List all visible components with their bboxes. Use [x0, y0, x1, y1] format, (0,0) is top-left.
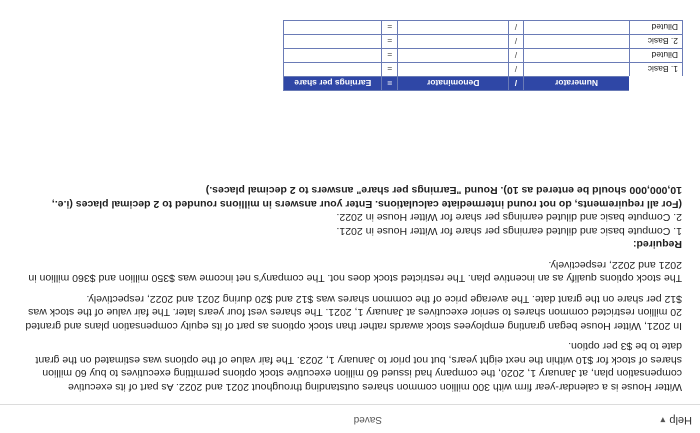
denominator-input[interactable] — [397, 63, 508, 77]
table-header-row — [284, 77, 683, 91]
rounding-note: (For all requirements, do not round intermediate calculations. Enter your answers in millions rounded to 2 decimal places (i.e., 10,000,000 should be entered as 10). Round "Earnings per share" answers to 2 decimal places.) — [51, 184, 682, 210]
requirements-list — [18, 183, 682, 237]
table-row — [284, 35, 683, 49]
top-bar — [0, 404, 700, 433]
equals-cell: = — [382, 49, 398, 63]
numerator-input[interactable] — [523, 21, 630, 35]
numerator-input[interactable] — [523, 49, 630, 63]
paragraph-3: The stock options qualify as an incentive plan. The restricted stock does not. The company's net income was $350 million and $360 million in 2021 and 2022, respectively. — [28, 259, 682, 285]
help-menu[interactable] — [660, 414, 692, 426]
required-heading: Required: — [632, 238, 682, 251]
problem-text — [18, 183, 682, 393]
header-numerator: Numerator — [523, 77, 630, 91]
requirement-2: 2. Compute basic and diluted earnings per share for Witter House in 2022. — [336, 211, 682, 224]
paragraph-2: In 2021, Witter House began granting employees stock awards rather than stock options as part of its equity compensation plans and granted 20 million restricted common shares to senior executives at January 1, 2021. The shares vest four years later. The fair value of the stock was $12 per share on the grant date. The average price of the common shares was $12 and $20 during 2021 and 2022, respectively. — [25, 293, 682, 332]
header-eps: Earnings per share — [284, 77, 382, 91]
header-slash: / — [509, 77, 523, 91]
table-row — [284, 49, 683, 63]
eps-output — [284, 49, 382, 63]
eps-answer-table — [283, 20, 683, 91]
help-label: Help — [669, 414, 692, 426]
row-label: 2. Basic — [630, 35, 683, 49]
header-equals: = — [382, 77, 398, 91]
table-row — [284, 63, 683, 77]
denominator-input[interactable] — [397, 21, 508, 35]
denominator-input[interactable] — [397, 49, 508, 63]
slash-cell: / — [509, 63, 523, 77]
equals-cell: = — [382, 63, 398, 77]
saved-status: Saved — [353, 414, 382, 425]
requirement-1: 1. Compute basic and diluted earnings per share for Witter House in 2021. — [336, 225, 682, 237]
header-spacer — [630, 77, 683, 91]
header-denominator: Denominator — [397, 77, 508, 91]
row-label: Diluted — [630, 21, 683, 35]
slash-cell: / — [509, 21, 523, 35]
table-row — [284, 21, 683, 35]
eps-output — [284, 35, 382, 49]
numerator-input[interactable] — [523, 35, 630, 49]
chevron-down-icon: ▾ — [660, 414, 666, 426]
eps-output — [284, 21, 382, 35]
numerator-input[interactable] — [523, 63, 630, 77]
slash-cell: / — [509, 35, 523, 49]
paragraph-1: Witter House is a calendar-year firm with 300 million common shares outstanding throughout 2021 and 2022. As part of its executive compensation plan, at January 1, 2020, the company had issued 60 million executive stock options permitting executives to buy 60 million shares of stock for $10 within the next eight years, but not prior to January 1, 2023. The fair value of the options was estimated on the grant date to be $3 per option. — [35, 340, 682, 393]
equals-cell: = — [382, 35, 398, 49]
slash-cell: / — [509, 49, 523, 63]
row-label: Diluted — [630, 49, 683, 63]
denominator-input[interactable] — [397, 35, 508, 49]
row-label: 1. Basic — [630, 63, 683, 77]
eps-output — [284, 63, 382, 77]
equals-cell: = — [382, 21, 398, 35]
